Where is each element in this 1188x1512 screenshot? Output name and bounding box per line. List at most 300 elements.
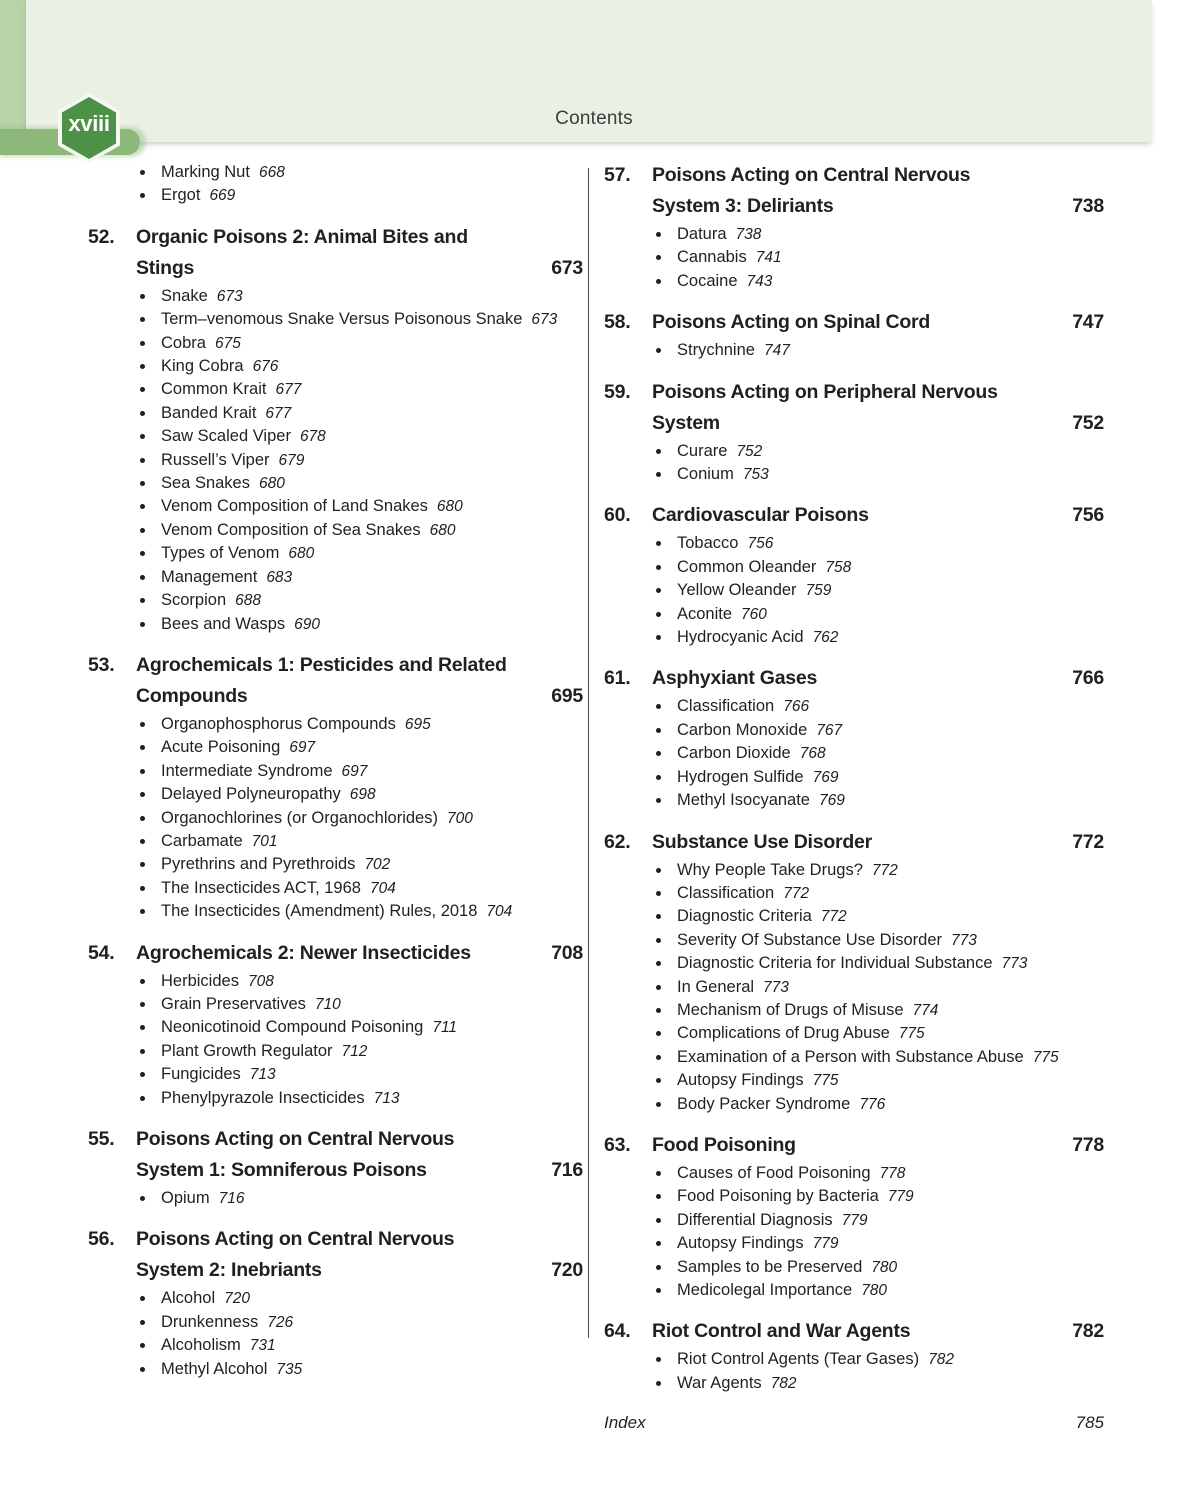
toc-entry-page-number: 741 xyxy=(755,249,782,267)
toc-entry[interactable] xyxy=(88,1087,583,1110)
toc-entry[interactable] xyxy=(604,1069,1104,1092)
toc-entry[interactable] xyxy=(88,830,583,853)
toc-entry-label: Datura xyxy=(677,225,727,243)
toc-entry-label: Riot Control Agents (Tear Gases) xyxy=(677,1350,920,1369)
toc-entry[interactable] xyxy=(604,719,1104,742)
toc-entry-label: Common Krait xyxy=(161,380,267,399)
bullet-icon xyxy=(656,1031,661,1036)
toc-entry-label: Complications of Drug Abuse xyxy=(677,1024,890,1043)
toc-entry[interactable] xyxy=(604,929,1104,952)
bullet-icon xyxy=(656,985,661,990)
toc-entry-page-number: 720 xyxy=(224,1290,250,1308)
toc-entry-label: Phenylpyrazole Insecticides xyxy=(161,1088,365,1107)
toc-entry[interactable] xyxy=(88,760,583,783)
chapter-entry-list xyxy=(88,285,583,636)
toc-entry-label: Saw Scaled Viper xyxy=(161,427,291,446)
toc-chapter-number: 61. xyxy=(604,667,631,690)
toc-chapter-title: Poisons Acting on Peripheral Nervous System xyxy=(652,380,998,434)
toc-chapter xyxy=(88,222,583,636)
chapter-entry-list xyxy=(604,1162,1104,1302)
toc-entry-page-number: 752 xyxy=(736,442,763,460)
toc-entry-label: Diagnostic Criteria xyxy=(677,907,812,926)
toc-chapter-heading[interactable] xyxy=(604,500,1104,531)
toc-entry[interactable] xyxy=(88,425,583,448)
toc-entry-page-number: 735 xyxy=(276,1360,303,1378)
toc-entry[interactable] xyxy=(604,695,1104,718)
toc-chapter-number: 63. xyxy=(604,1133,631,1156)
chapter-entry-list xyxy=(604,1348,1104,1395)
toc-entry-label: Tobacco xyxy=(677,534,739,553)
toc-entry[interactable] xyxy=(604,440,1104,463)
bullet-icon xyxy=(140,458,145,463)
toc-entry[interactable] xyxy=(604,626,1104,649)
toc-entry-page-number: 701 xyxy=(251,832,278,850)
toc-entry-page-number: 676 xyxy=(252,358,279,376)
toc-entry-page-number: 700 xyxy=(446,809,473,827)
bullet-icon xyxy=(656,348,661,353)
toc-entry[interactable] xyxy=(88,1334,583,1357)
toc-entry-page-number: 738 xyxy=(735,226,762,243)
chapter-entry-list xyxy=(604,223,1104,293)
toc-chapter-number: 53. xyxy=(88,653,115,676)
bullet-icon xyxy=(140,598,145,603)
toc-entry-page-number: 698 xyxy=(349,786,376,804)
toc-entry-label: Delayed Polyneuropathy xyxy=(161,785,341,804)
toc-entry[interactable] xyxy=(88,970,583,993)
bullet-icon xyxy=(140,862,145,867)
toc-entry-page-number: 677 xyxy=(275,381,302,399)
toc-entry[interactable] xyxy=(88,783,583,806)
toc-entry-label: Differential Diagnosis xyxy=(677,1210,833,1229)
bullet-icon xyxy=(656,961,661,966)
toc-entry[interactable] xyxy=(604,859,1104,882)
toc-chapter-heading[interactable] xyxy=(88,1224,583,1286)
toc-entry-label: Organochlorines (or Organochlorides) xyxy=(161,808,438,827)
toc-chapter-number: 59. xyxy=(604,380,631,403)
toc-entry[interactable] xyxy=(604,1046,1104,1069)
toc-entry-page-number: 766 xyxy=(783,698,810,716)
toc-entry[interactable] xyxy=(604,789,1104,812)
toc-chapter-number: 57. xyxy=(604,164,631,186)
bullet-icon xyxy=(656,588,661,593)
toc-entry[interactable] xyxy=(88,184,583,207)
toc-entry[interactable] xyxy=(604,1232,1104,1255)
toc-chapter-title: Poisons Acting on Spinal Cord xyxy=(652,311,931,334)
bullet-icon xyxy=(140,909,145,914)
bullet-icon xyxy=(656,1102,661,1107)
toc-entry-page-number: 688 xyxy=(235,592,261,610)
toc-entry-page-number: 677 xyxy=(265,404,292,422)
toc-entry-page-number: 775 xyxy=(898,1025,925,1043)
toc-chapter xyxy=(604,663,1104,812)
toc-chapter-heading[interactable] xyxy=(88,938,583,969)
toc-entry-label: The Insecticides ACT, 1968 xyxy=(161,878,361,897)
bullet-icon xyxy=(140,1343,145,1348)
bullet-icon xyxy=(140,411,145,416)
toc-entry-page-number: 772 xyxy=(871,861,898,879)
toc-entry[interactable] xyxy=(604,579,1104,602)
toc-entry-page-number: 713 xyxy=(373,1089,400,1107)
toc-entry-page-number: 779 xyxy=(841,1211,868,1229)
toc-entry[interactable] xyxy=(88,285,583,308)
toc-entry-page-number: 774 xyxy=(912,1001,939,1019)
toc-chapter-heading[interactable] xyxy=(604,307,1104,338)
toc-chapter-title: Riot Control and War Agents xyxy=(652,1320,911,1343)
toc-entry[interactable] xyxy=(604,339,1104,362)
bullet-icon xyxy=(140,769,145,774)
bullet-icon xyxy=(656,635,661,640)
bullet-icon xyxy=(140,886,145,891)
toc-chapter xyxy=(604,377,1104,487)
bullet-icon xyxy=(140,745,145,750)
toc-chapter-page-number: 708 xyxy=(551,941,583,964)
toc-entry-page-number: 679 xyxy=(278,451,305,469)
toc-entry[interactable] xyxy=(88,495,583,518)
toc-entry[interactable] xyxy=(604,976,1104,999)
toc-entry-page-number: 758 xyxy=(825,558,852,576)
toc-chapter-title: Agrochemicals 2: Newer Insecticides xyxy=(136,941,471,964)
toc-entry[interactable] xyxy=(88,472,583,495)
toc-entry-label: Scorpion xyxy=(161,591,227,610)
toc-entry-page-number: 673 xyxy=(531,311,558,329)
toc-entry-page-number: 772 xyxy=(783,884,810,902)
bullet-icon xyxy=(656,1078,661,1083)
toc-entry-page-number: 668 xyxy=(258,164,285,181)
bullet-icon xyxy=(140,193,145,198)
bullet-icon xyxy=(656,449,661,454)
toc-chapter-number: 62. xyxy=(604,830,631,853)
toc-chapter-title: Agrochemicals 1: Pesticides and Related Compounds xyxy=(136,653,507,707)
toc-entry[interactable] xyxy=(604,1022,1104,1045)
toc-entry-label: Strychnine xyxy=(677,341,755,360)
bullet-icon xyxy=(140,575,145,580)
toc-right-column xyxy=(604,160,1104,1435)
toc-entry-page-number: 711 xyxy=(432,1019,458,1037)
chapter-entry-list xyxy=(88,161,583,208)
toc-entry[interactable] xyxy=(604,1348,1104,1371)
toc-chapter-heading[interactable] xyxy=(604,377,1104,439)
toc-entry-page-number: 680 xyxy=(436,498,463,516)
toc-chapter-number: 54. xyxy=(88,941,115,964)
toc-entry[interactable] xyxy=(88,332,583,355)
toc-entry-page-number: 731 xyxy=(249,1337,276,1355)
bullet-icon xyxy=(656,1008,661,1013)
toc-entry-label: Sea Snakes xyxy=(161,474,250,493)
toc-entry-label: Autopsy Findings xyxy=(677,1071,804,1090)
toc-entry[interactable] xyxy=(604,556,1104,579)
toc-chapter xyxy=(88,650,583,924)
toc-entry[interactable] xyxy=(88,449,583,472)
toc-entry[interactable] xyxy=(88,1287,583,1310)
bullet-icon xyxy=(656,472,661,477)
toc-entry-page-number: 678 xyxy=(299,428,326,446)
toc-entry-page-number: 769 xyxy=(812,768,839,786)
toc-entry-label: Intermediate Syndrome xyxy=(161,761,333,780)
bullet-icon xyxy=(140,1072,145,1077)
toc-entry-label: Body Packer Syndrome xyxy=(677,1094,851,1113)
toc-entry-label: Russell’s Viper xyxy=(161,450,270,469)
toc-chapter-heading[interactable] xyxy=(604,1130,1104,1161)
toc-entry-label: In General xyxy=(677,977,755,996)
toc-entry-label: Carbamate xyxy=(161,831,243,850)
page-header xyxy=(0,0,1188,152)
toc-entry-label: Snake xyxy=(161,286,208,305)
toc-entry-page-number: 680 xyxy=(288,545,315,563)
toc-chapter-heading[interactable] xyxy=(604,1316,1104,1347)
toc-entry[interactable] xyxy=(88,736,583,759)
toc-entry-label: Banded Krait xyxy=(161,403,257,422)
bullet-icon xyxy=(656,1055,661,1060)
toc-chapter-page-number: 716 xyxy=(551,1159,583,1181)
toc-chapter xyxy=(88,1124,583,1210)
toc-entry[interactable] xyxy=(88,589,583,612)
toc-entry-label: Causes of Food Poisoning xyxy=(677,1163,871,1182)
toc-entry[interactable] xyxy=(88,853,583,876)
toc-entry-label: Common Oleander xyxy=(677,557,817,576)
toc-chapter xyxy=(604,307,1104,362)
toc-entry[interactable] xyxy=(88,402,583,425)
bullet-icon xyxy=(656,279,661,284)
toc-chapter-number: 58. xyxy=(604,311,631,334)
toc-entry[interactable] xyxy=(604,766,1104,789)
bullet-icon xyxy=(140,979,145,984)
toc-entry-label: Alcoholism xyxy=(161,1336,241,1355)
toc-entry-page-number: 690 xyxy=(294,615,320,633)
toc-entry[interactable] xyxy=(604,223,1104,246)
toc-entry-label: Pyrethrins and Pyrethroids xyxy=(161,855,356,874)
toc-entry-label: War Agents xyxy=(677,1373,762,1392)
toc-entry-page-number: 759 xyxy=(805,582,832,600)
toc-entry-label: Opium xyxy=(161,1189,210,1207)
toc-entry-page-number: 673 xyxy=(216,287,243,305)
toc-entry-page-number: 782 xyxy=(928,1351,954,1369)
toc-entry-label: Conium xyxy=(677,465,734,484)
toc-entry-page-number: 753 xyxy=(742,466,769,484)
toc-entry[interactable] xyxy=(88,1358,583,1381)
toc-entry-page-number: 767 xyxy=(816,721,843,739)
toc-entry-page-number: 747 xyxy=(763,342,790,360)
toc-chapter-title: Poisons Acting on Central Nervous System 3: Deliriants xyxy=(652,164,971,217)
toc-entry-page-number: 775 xyxy=(812,1072,839,1090)
toc-entry[interactable] xyxy=(604,882,1104,905)
chapter-entry-list xyxy=(604,532,1104,649)
toc-entry-page-number: 712 xyxy=(341,1042,368,1060)
toc-entry[interactable] xyxy=(88,378,583,401)
bullet-icon xyxy=(656,1218,661,1223)
toc-entry-label: Mechanism of Drugs of Misuse xyxy=(677,1000,904,1019)
toc-entry-label: Hydrogen Sulfide xyxy=(677,767,804,786)
bullet-icon xyxy=(656,1381,661,1386)
toc-entry[interactable] xyxy=(88,877,583,900)
toc-entry-page-number: 772 xyxy=(820,908,847,926)
toc-entry[interactable] xyxy=(604,270,1104,293)
bullet-icon xyxy=(140,722,145,727)
toc-entry-label: Herbicides xyxy=(161,971,239,990)
toc-entry[interactable] xyxy=(604,1093,1104,1116)
toc-entry[interactable] xyxy=(604,999,1104,1022)
toc-entry[interactable] xyxy=(604,905,1104,928)
toc-entry-label: Why People Take Drugs? xyxy=(677,860,863,879)
bullet-icon xyxy=(656,728,661,733)
toc-entry[interactable] xyxy=(604,1185,1104,1208)
toc-entry-label: Drunkenness xyxy=(161,1312,259,1331)
bullet-icon xyxy=(656,704,661,709)
toc-chapter-heading[interactable] xyxy=(604,160,1104,222)
toc-entry-page-number: 779 xyxy=(812,1235,839,1253)
toc-entry[interactable] xyxy=(88,308,583,331)
toc-entry-page-number: 726 xyxy=(267,1313,294,1331)
toc-entry[interactable] xyxy=(88,613,583,636)
toc-chapter-heading[interactable] xyxy=(604,827,1104,858)
toc-entry[interactable] xyxy=(88,1016,583,1039)
toc-chapter xyxy=(604,500,1104,649)
bullet-icon xyxy=(140,317,145,322)
toc-chapter-page-number: 695 xyxy=(551,684,583,707)
bullet-icon xyxy=(140,434,145,439)
toc-entry[interactable] xyxy=(604,1209,1104,1232)
toc-entry-page-number: 710 xyxy=(314,995,341,1013)
toc-entry-label: Classification xyxy=(677,697,775,716)
bullet-icon xyxy=(140,551,145,556)
toc-entry[interactable] xyxy=(88,355,583,378)
toc-entry[interactable] xyxy=(604,1256,1104,1279)
toc-entry-page-number: 773 xyxy=(1001,955,1028,973)
toc-entry[interactable] xyxy=(88,1187,583,1210)
bullet-icon xyxy=(140,1002,145,1007)
toc-entry-label: Food Poisoning by Bacteria xyxy=(677,1187,879,1206)
toc-entry-label: Venom Composition of Land Snakes xyxy=(161,497,428,516)
toc-entry-page-number: 702 xyxy=(364,856,391,874)
toc-chapter-page-number: 673 xyxy=(551,256,583,279)
page-number-badge: xviii xyxy=(68,111,110,136)
bullet-icon xyxy=(140,528,145,533)
toc-entry[interactable] xyxy=(604,463,1104,486)
bullet-icon xyxy=(656,1194,661,1199)
toc-entry[interactable] xyxy=(604,952,1104,975)
toc-entry-label: Samples to be Preserved xyxy=(677,1257,863,1276)
bullet-icon xyxy=(656,1357,661,1362)
toc-entry[interactable] xyxy=(88,542,583,565)
bullet-icon xyxy=(656,775,661,780)
toc-chapter-page-number: 738 xyxy=(1072,195,1104,217)
toc-entry-label: Grain Preservatives xyxy=(161,994,306,1013)
toc-entry-page-number: 780 xyxy=(861,1282,888,1299)
toc-entry-label: Severity Of Substance Use Disorder xyxy=(677,930,943,949)
chapter-entry-list xyxy=(604,695,1104,812)
toc-chapter-page-number: 756 xyxy=(1072,504,1104,527)
toc-entry[interactable] xyxy=(604,532,1104,555)
toc-entry[interactable] xyxy=(604,1162,1104,1185)
bullet-icon xyxy=(140,1049,145,1054)
toc-chapter-heading[interactable] xyxy=(88,222,583,284)
toc-chapter-page-number: 772 xyxy=(1072,830,1104,853)
toc-entry-page-number: 697 xyxy=(289,739,316,757)
toc-entry-label: Medicolegal Importance xyxy=(677,1281,853,1299)
toc-chapter-page-number: 747 xyxy=(1072,311,1104,334)
toc-left-column xyxy=(88,160,583,1381)
toc-entry-label: Term–venomous Snake Versus Poisonous Snake xyxy=(161,310,523,329)
toc-entry[interactable] xyxy=(88,713,583,736)
toc-chapter xyxy=(604,1130,1104,1302)
toc-entry-label: King Cobra xyxy=(161,357,244,376)
bullet-icon xyxy=(140,1320,145,1325)
toc-entry-label: Cannabis xyxy=(677,248,747,267)
toc-entry-label: Cocaine xyxy=(677,271,738,290)
toc-entry-label: Neonicotinoid Compound Poisoning xyxy=(161,1018,424,1037)
toc-entry[interactable] xyxy=(604,1279,1104,1302)
toc-index-page-number: 785 xyxy=(1075,1413,1104,1433)
toc-chapter-heading[interactable] xyxy=(88,1124,583,1186)
toc-entry-label: Aconite xyxy=(677,604,733,623)
toc-entry[interactable] xyxy=(88,519,583,542)
toc-entry-page-number: 695 xyxy=(404,715,431,733)
toc-chapter-number: 52. xyxy=(88,225,115,248)
toc-entry-label: Plant Growth Regulator xyxy=(161,1041,333,1060)
column-divider xyxy=(588,168,589,1338)
toc-entry-label: Ergot xyxy=(161,186,201,205)
toc-chapter-heading[interactable] xyxy=(88,650,583,712)
toc-entry-page-number: 778 xyxy=(879,1164,906,1182)
toc-entry-page-number: 708 xyxy=(247,972,274,990)
bullet-icon xyxy=(140,1025,145,1030)
toc-entry-page-number: 780 xyxy=(871,1258,898,1276)
toc-chapter-number: 60. xyxy=(604,504,631,527)
toc-entry[interactable] xyxy=(604,246,1104,269)
toc-entry-label: Cobra xyxy=(161,333,206,352)
toc-entry-label: Examination of a Person with Substance Abuse xyxy=(677,1047,1024,1066)
toc-entry-page-number: 775 xyxy=(1032,1048,1059,1066)
toc-entry-label: Yellow Oleander xyxy=(677,581,797,600)
toc-entry[interactable] xyxy=(88,993,583,1016)
toc-entry[interactable] xyxy=(88,566,583,589)
toc-entry[interactable] xyxy=(604,603,1104,626)
toc-entry[interactable] xyxy=(604,742,1104,765)
toc-index-row[interactable] xyxy=(604,1411,1104,1435)
toc-entry-label: Organophosphorus Compounds xyxy=(161,714,396,733)
bullet-icon xyxy=(140,387,145,392)
toc-chapter-heading[interactable] xyxy=(604,663,1104,694)
toc-entry[interactable] xyxy=(88,900,583,923)
bullet-icon xyxy=(656,1171,661,1176)
bullet-icon xyxy=(140,364,145,369)
toc-chapter-number: 55. xyxy=(88,1128,115,1150)
bullet-icon xyxy=(140,1096,145,1101)
toc-entry-label: Acute Poisoning xyxy=(161,738,281,757)
toc-entry-page-number: 713 xyxy=(249,1066,276,1084)
toc-entry[interactable] xyxy=(88,1063,583,1086)
toc-entry[interactable] xyxy=(88,1040,583,1063)
toc-entry[interactable] xyxy=(88,161,583,184)
toc-index-label: Index xyxy=(604,1413,646,1433)
toc-entry-page-number: 704 xyxy=(369,879,396,897)
toc-chapter-title: Poisons Acting on Central Nervous System 2: Inebriants xyxy=(136,1228,455,1282)
chapter-entry-list xyxy=(88,1187,583,1210)
toc-entry-page-number: 773 xyxy=(951,931,977,949)
chapter-entry-list xyxy=(604,440,1104,487)
bullet-icon xyxy=(140,792,145,797)
toc-entry-label: Types of Venom xyxy=(161,544,280,563)
toc-chapter-number: 64. xyxy=(604,1320,631,1343)
toc-entry-label: Fungicides xyxy=(161,1065,241,1084)
toc-chapter-page-number: 720 xyxy=(551,1259,583,1282)
toc-entry[interactable] xyxy=(604,1372,1104,1395)
bullet-icon xyxy=(140,481,145,486)
chapter-entry-list xyxy=(88,1287,583,1381)
toc-entry[interactable] xyxy=(88,1311,583,1334)
toc-entry-page-number: 782 xyxy=(770,1374,797,1392)
toc-chapter xyxy=(604,827,1104,1116)
toc-entry[interactable] xyxy=(88,807,583,830)
